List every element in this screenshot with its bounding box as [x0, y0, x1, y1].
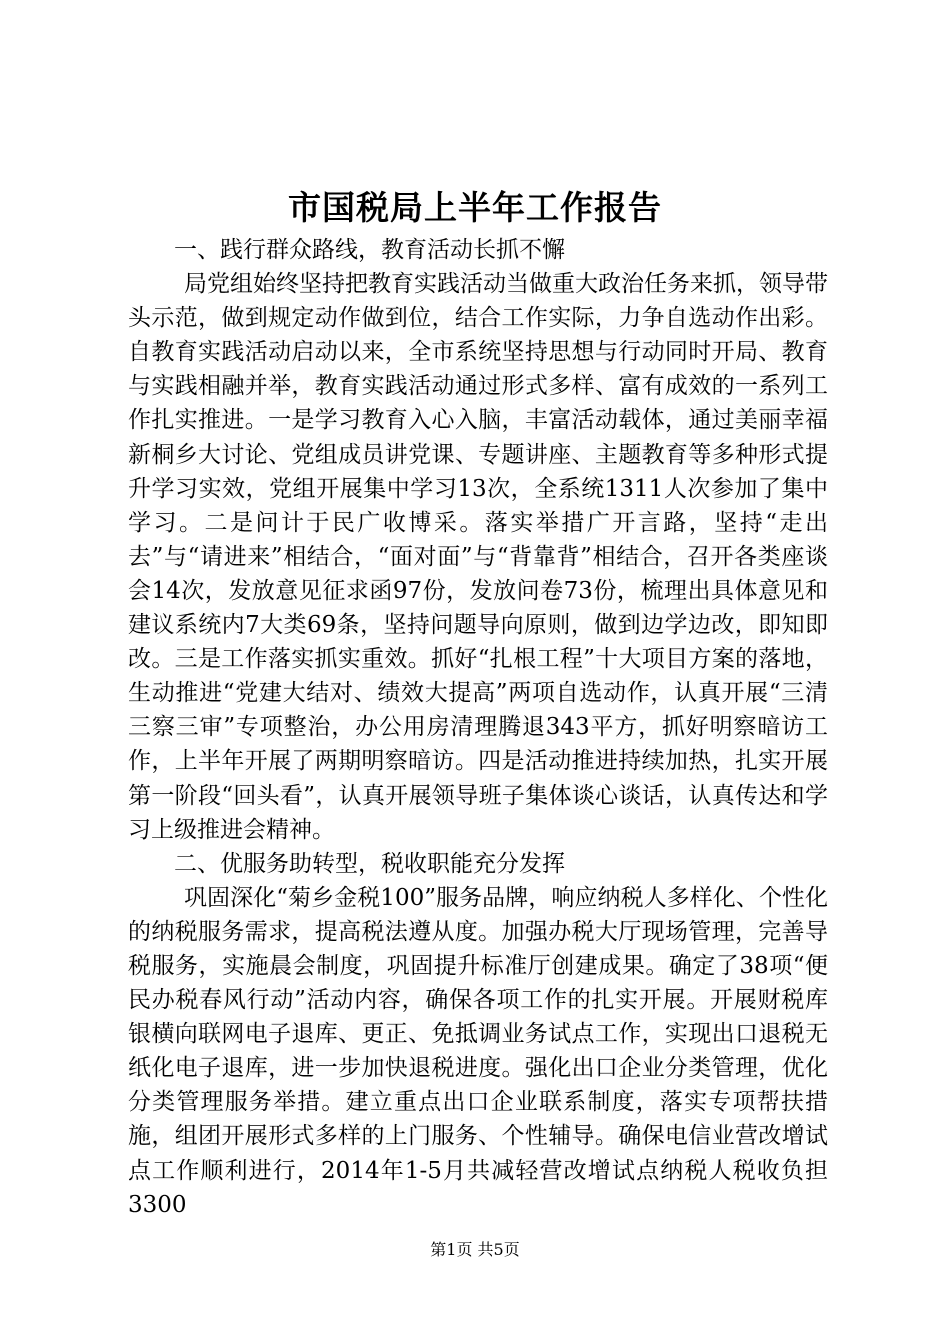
page-footer: 第1页 共5页: [430, 1240, 520, 1259]
section-1-heading: 一、践行群众路线，教育活动长抓不懈: [174, 237, 565, 263]
document-body: [128, 233, 828, 1222]
section-2-paragraph: 巩固深化“菊乡金税100”服务品牌，响应纳税人多样化、个性化的纳税服务需求，提高税法遵从度。加强办税大厅现场管理，完善导税服务，实施晨会制度，巩固提升标准厅创建成果。确定了38项“便民办税春风行动”活动内容，确保各项工作的扎实开展。开展财税库银横向联网电子退库、更正、免抵调业务试点工作，实现出口退税无纸化电子退库，进一步加快退税进度。强化出口企业分类管理，优化分类管理服务举措。建立重点出口企业联系制度，落实专项帮扶措施，组团开展形式多样的上门服务、个性辅导。确保电信业营改增试点工作顺利进行，2014年1-5月共减轻营改增试点纳税人税收负担3300: [128, 884, 828, 1218]
section-2-heading: 二、优服务助转型，税收职能充分发挥: [174, 850, 565, 877]
section-1-paragraph: 局党组始终坚持把教育实践活动当做重大政治任务来抓，领导带头示范，做到规定动作做到位，结合工作实际，力争自选动作出彩。自教育实践活动启动以来，全市系统坚持思想与行动同时开局、教育与实践相融并举，教育实践活动通过形式多样、富有成效的一系列工作扎实推进。一是学习教育入心入脑，丰富活动载体，通过美丽幸福新桐乡大讨论、党组成员讲党课、专题讲座、主题教育等多种形式提升学习实效，党组开展集中学习13次，全系统1311人次参加了集中学习。二是问计于民广收博采。落实举措广开言路，坚持“走出去”与“请进来”相结合，“面对面”与“背靠背”相结合，召开各类座谈会14次，发放意见征求函97份，发放问卷73份，梳理出具体意见和建议系统内7大类69条，坚持问题导向原则，做到边学边改，即知即改。三是工作落实抓实重效。抓好“扎根工程”十大项目方案的落地，生动推进“党建大结对、绩效大提高”两项自选动作，认真开展“三清三察三审”专项整治，办公用房清理腾退343平方，抓好明察暗访工作，上半年开展了两期明察暗访。四是活动推进持续加热，扎实开展第一阶段“回头看”，认真开展领导班子集体谈心谈话，认真传达和学习上级推进会精神。: [128, 271, 828, 843]
document-title: 市国税局上半年工作报告: [288, 188, 662, 227]
